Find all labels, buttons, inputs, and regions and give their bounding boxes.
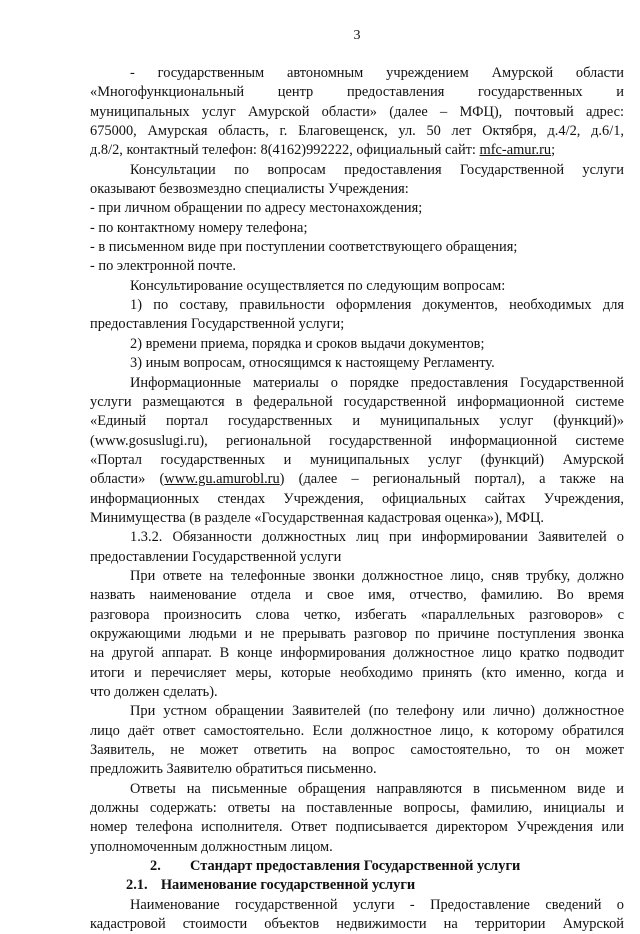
text-line: кадастровой стоимости объектов недвижимости на территории Амурской: [90, 916, 624, 933]
mfc-paragraph: [90, 64, 624, 161]
text-line: При ответе на телефонные звонки должностное лицо, сняв трубку, должно: [130, 567, 624, 584]
section-1-3-2: [90, 528, 624, 567]
heading-title: Наименование государственной услуги: [160, 877, 416, 894]
question-1: [90, 296, 624, 335]
text-line: окружающими людьми и не прерывать разговор по причине поступления звонка: [90, 625, 624, 642]
question-2: 2) времени приема, порядка и сроков выдачи документов;: [130, 335, 485, 352]
consult-list: [90, 199, 624, 276]
text-line: Заявитель, не может ответить на вопрос самостоятельно, то он может: [90, 742, 624, 759]
text-line: муниципальных услуг Амурской области» (далее – МФЦ), почтовый адрес:: [90, 103, 624, 120]
consult-paragraph: [90, 161, 624, 200]
text-line: должны содержать: ответы на поставленные вопросы, фамилию, инициалы и: [90, 800, 624, 817]
text-line: Наименование государственной услуги - Предоставление сведений о: [130, 896, 624, 913]
text-line: предоставления Государственной услуги;: [90, 316, 345, 333]
text-fragment: д.8/2, контактный телефон: 8(4162)992222, официальный сайт:: [90, 142, 480, 159]
list-item: - по контактному номеру телефона;: [90, 219, 308, 236]
service-name-paragraph: [90, 896, 624, 934]
text-line: предоставлении Государственной услуги: [90, 548, 342, 565]
text-line: 1.3.2. Обязанности должностных лиц при информировании Заявителей о: [130, 529, 624, 546]
heading-title: Стандарт предоставления Государственной услуги: [190, 858, 521, 875]
text-line: «Единый портал государственных и муниципальных услуг (функций)»: [90, 413, 624, 430]
text-line: оказывают безвозмездно специалисты Учреждения:: [90, 181, 409, 198]
text-line: итоги и перечисляет меры, которые необходимо принять (кто именно, когда и: [90, 664, 624, 681]
text-line: «Портал государственных и муниципальных услуг (функций) Амурской: [90, 451, 624, 468]
text-line: «Многофункциональный центр предоставления государственных и: [90, 84, 624, 101]
text-line: лицо даёт ответ самостоятельно. Если должностное лицо, к которому обратился: [90, 722, 624, 739]
heading-number: 2.1.: [126, 877, 148, 894]
text-line: [90, 141, 624, 160]
mfc-website-link[interactable]: mfc-amur.ru: [479, 142, 552, 159]
list-item: - по электронной почте.: [90, 258, 236, 275]
text-line: Консультации по вопросам предоставления Государственной услуги: [130, 161, 624, 178]
section-heading-2: [90, 857, 624, 876]
text-line: - государственным автономным учреждением Амурской области: [130, 65, 624, 81]
text-fragment: ;: [551, 142, 556, 159]
info-materials-paragraph: [90, 374, 624, 529]
text-line: 1) по составу, правильности оформления документов, необходимых для: [130, 297, 624, 314]
text-line: услуги размещаются в федеральной государственной информационной системе: [90, 393, 624, 410]
document-body: [90, 64, 624, 934]
text-line: назвать наименование отдела и свое имя, отчество, фамилию. Во время: [90, 587, 624, 604]
text-fragment: области» (: [90, 471, 165, 488]
text-line: предложить Заявителю обратиться письменно.: [90, 761, 377, 778]
page-number: 3: [353, 28, 361, 43]
text-line: 675000, Амурская область, г. Благовещенск, ул. 50 лет Октября, д.4/2, д.6/1,: [90, 123, 624, 140]
text-line: [90, 470, 624, 489]
text-line: информационных стендах Учреждения, официальных сайтах Учреждения,: [90, 490, 624, 507]
text-line: (www.gosuslugi.ru), региональной государственной информационной системе: [90, 432, 624, 449]
regional-portal-link[interactable]: www.gu.amurobl.ru: [164, 471, 280, 488]
text-line: что должен сделать).: [90, 684, 218, 700]
list-item: - при личном обращении по адресу местонахождения;: [90, 200, 423, 217]
text-line: Информационные материалы о порядке предоставления Государственной: [130, 374, 624, 391]
written-answers-paragraph: [90, 780, 624, 857]
consult-questions-intro: Консультирование осуществляется по следующим вопросам:: [130, 277, 506, 294]
heading-number: 2.: [150, 858, 161, 875]
question-3: 3) иным вопросам, относящимся к настоящему Регламенту.: [130, 355, 495, 372]
text-line: Минимущества (в разделе «Государственная кадастровая оценка»), МФЦ.: [90, 509, 544, 526]
text-fragment: ) (далее – региональный портал), а также на: [279, 471, 624, 488]
text-line: При устном обращении Заявителей (по телефону или лично) должностное: [130, 703, 624, 720]
phone-calls-paragraph: [90, 567, 624, 702]
text-line: разговора произносить слова четко, избегать «параллельных разговоров» с: [90, 606, 624, 623]
oral-requests-paragraph: [90, 702, 624, 779]
text-line: уполномоченным должностным лицом.: [90, 838, 333, 855]
text-line: на другой аппарат. В конце информирования должностное лицо кратко подводит: [90, 645, 624, 662]
text-line: Ответы на письменные обращения направляются в письменном виде и: [130, 780, 624, 797]
list-item: - в письменном виде при поступлении соответствующего обращения;: [90, 239, 518, 256]
section-heading-2-1: [90, 876, 624, 895]
text-line: номер телефона исполнителя. Ответ подписывается директором Учреждения или: [90, 819, 624, 836]
